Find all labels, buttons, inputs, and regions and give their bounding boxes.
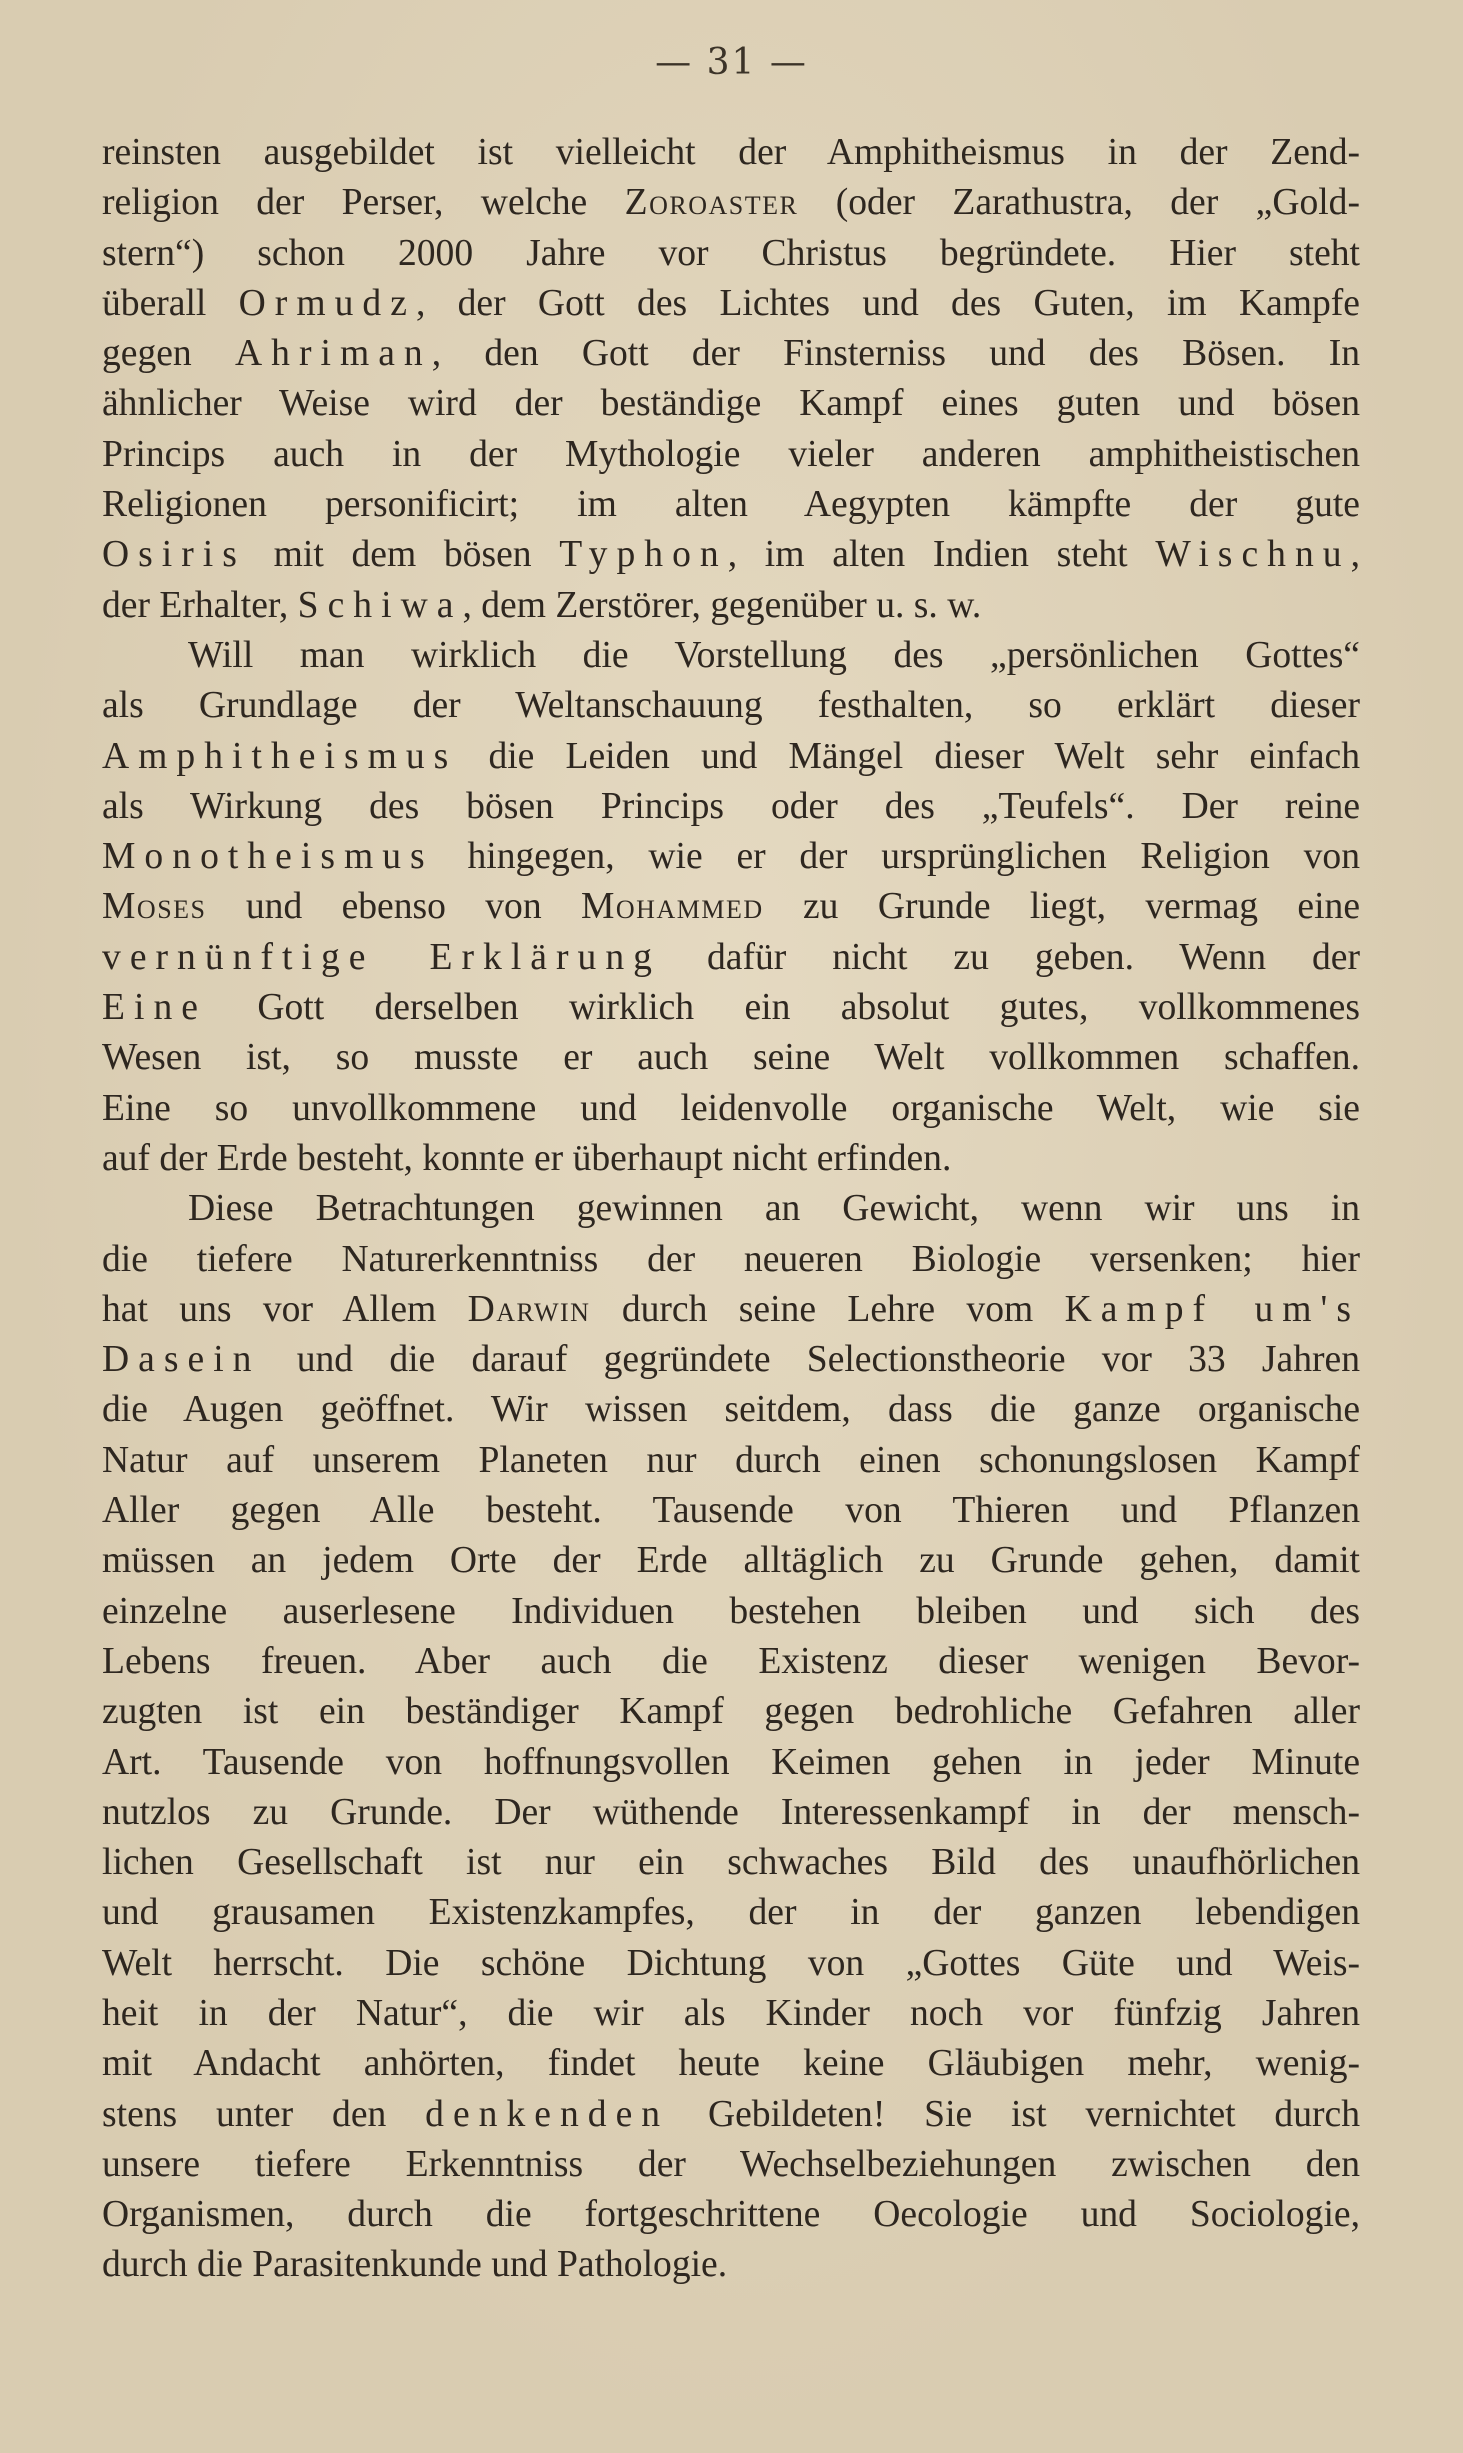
text-segment: Religionen personificirt; im alten Aegypten kämpfte der gute <box>102 484 1360 526</box>
text-line <box>102 329 1360 379</box>
text-line <box>102 2090 1360 2140</box>
text-line <box>102 732 1360 782</box>
text-segment: heit in der Natur“, die wir als Kinder noch vor fünfzig Jahren <box>102 1992 1360 2034</box>
text-line <box>102 2039 1360 2089</box>
text-line <box>102 1939 1360 1989</box>
text-segment: durch seine Lehre vom <box>590 1288 1065 1330</box>
text-segment: durch die Parasitenkunde und Pathologie. <box>102 2244 728 2286</box>
text-segment: überall <box>102 282 239 324</box>
text-segment: hingegen, wie er der ursprünglichen Religion von <box>433 836 1360 878</box>
text-segment: gegen <box>102 333 235 375</box>
text-line <box>102 2140 1360 2190</box>
text-line <box>102 933 1360 983</box>
text-line <box>102 1536 1360 1586</box>
text-line <box>102 229 1360 279</box>
text-line <box>102 1285 1360 1335</box>
text-segment: Gott derselben wirklich ein absolut gutes, vollkommenes <box>206 987 1360 1029</box>
text-line <box>102 1738 1360 1788</box>
text-line <box>102 430 1360 480</box>
text-segment: und grausamen Existenzkampfes, der in der ganzen lebendigen <box>102 1892 1360 1934</box>
text-segment: Princips auch in der Mythologie vieler anderen amphitheistischen <box>102 433 1360 475</box>
text-segment: Will man wirklich die Vorstellung des „persönlichen Gottes“ <box>188 634 1360 676</box>
text-segment: hat uns vor Allem <box>102 1288 468 1330</box>
emphasized-text: Typhon <box>559 534 728 576</box>
text-line <box>102 379 1360 429</box>
text-segment: zugten ist ein beständiger Kampf gegen bedrohliche Gefahren aller <box>102 1691 1360 1733</box>
text-segment: müssen an jedem Orte der Erde alltäglich zu Grunde gehen, damit <box>102 1540 1360 1582</box>
emphasized-text: vernünftige Erklärung <box>102 936 661 978</box>
text-line <box>102 1033 1360 1083</box>
text-line <box>102 1989 1360 2039</box>
text-segment: , <box>1350 534 1360 576</box>
text-segment: stern“) schon 2000 Jahre vor Christus begründete. Hier steht <box>102 232 1360 274</box>
text-segment: der Erhalter, <box>102 584 298 626</box>
text-segment: Eine so unvollkommene und leidenvolle organische Welt, wie sie <box>102 1087 1360 1129</box>
text-segment: stens unter den <box>102 2093 426 2135</box>
text-segment: Aller gegen Alle besteht. Tausende von Thieren und Pflanzen <box>102 1490 1360 1532</box>
emphasized-text: denkenden <box>425 2093 670 2135</box>
text-segment: und die darauf gegründete Selectionstheorie vor 33 Jahren <box>260 1339 1360 1381</box>
text-segment: die Leiden und Mängel dieser Welt sehr einfach <box>457 735 1360 777</box>
text-segment: Lebens freuen. Aber auch die Existenz dieser wenigen Bevor- <box>102 1640 1360 1682</box>
text-segment: religion der Perser, welche <box>102 182 625 224</box>
text-segment: und ebenso von <box>206 886 581 928</box>
text-line <box>102 128 1360 178</box>
text-segment: unsere tiefere Erkenntniss der Wechselbeziehungen zwischen den <box>102 2143 1360 2185</box>
text-line <box>102 1486 1360 1536</box>
text-line <box>102 1788 1360 1838</box>
text-segment: auf der Erde besteht, konnte er überhaupt nicht erfinden. <box>102 1137 952 1179</box>
text-segment: Organismen, durch die fortgeschrittene Oecologie und Sociologie, <box>102 2194 1360 2236</box>
text-segment: , im alten Indien steht <box>727 534 1156 576</box>
text-line <box>102 832 1360 882</box>
emphasized-text: Monotheismus <box>102 836 434 878</box>
text-line <box>102 1838 1360 1888</box>
text-line <box>102 1235 1360 1285</box>
emphasized-text: Schiwa <box>297 584 463 626</box>
text-line <box>102 2240 1360 2290</box>
emphasized-text: Eine <box>102 987 207 1029</box>
text-line <box>102 1587 1360 1637</box>
text-segment: Diese Betrachtungen gewinnen an Gewicht, wenn wir uns in <box>188 1188 1360 1230</box>
emphasized-text: Dasein <box>102 1339 261 1381</box>
text-segment: lichen Gesellschaft ist nur ein schwaches Bild des unaufhörlichen <box>102 1842 1360 1884</box>
text-line <box>102 1385 1360 1435</box>
text-line <box>102 581 1360 631</box>
emphasized-text: Amphitheismus <box>102 735 458 777</box>
text-segment: , dem Zerstörer, gegenüber u. s. w. <box>462 584 982 626</box>
name-small-caps: Mohammed <box>580 886 764 928</box>
text-line <box>102 1084 1360 1134</box>
text-segment: reinsten ausgebildet ist vielleicht der Amphitheismus in der Zend- <box>102 132 1360 173</box>
text-line <box>102 882 1360 932</box>
text-line <box>102 782 1360 832</box>
text-line <box>102 530 1360 580</box>
text-segment: Wesen ist, so musste er auch seine Welt vollkommen schaffen. <box>102 1037 1360 1079</box>
text-segment: Natur auf unserem Planeten nur durch einen schonungslosen Kampf <box>102 1439 1360 1481</box>
text-segment: Gebildeten! Sie ist vernichtet durch <box>669 2093 1360 2135</box>
text-segment: , der Gott des Lichtes und des Guten, im Kampfe <box>415 282 1360 324</box>
text-line <box>102 631 1360 681</box>
text-segment: Welt herrscht. Die schöne Dichtung von „Gottes Güte und Weis- <box>102 1942 1360 1984</box>
emphasized-text: Wischnu <box>1155 534 1351 576</box>
text-segment: , den Gott der Finsterniss und des Bösen. In <box>431 333 1360 375</box>
text-line <box>102 1637 1360 1687</box>
text-line <box>102 1687 1360 1737</box>
text-line <box>102 681 1360 731</box>
text-segment: (oder Zarathustra, der „Gold- <box>798 182 1360 224</box>
text-segment: einzelne auserlesene Individuen bestehen bleiben und sich des <box>102 1590 1360 1632</box>
text-line <box>102 1888 1360 1938</box>
text-segment: die tiefere Naturerkenntniss der neueren Biologie versenken; hier <box>102 1238 1360 1280</box>
name-small-caps: Zoroaster <box>624 182 799 224</box>
text-line <box>102 178 1360 228</box>
text-segment: die Augen geöffnet. Wir wissen seitdem, dass die ganze organische <box>102 1389 1360 1431</box>
text-segment: mit Andacht anhörten, findet heute keine Gläubigen mehr, wenig- <box>102 2043 1360 2085</box>
text-segment: dafür nicht zu geben. Wenn der <box>660 936 1360 978</box>
emphasized-text: Osiris <box>102 534 246 576</box>
text-segment: zu Grunde liegt, vermag eine <box>763 886 1360 928</box>
text-segment: ähnlicher Weise wird der beständige Kampf eines guten und bösen <box>102 383 1360 425</box>
name-small-caps: Darwin <box>467 1288 591 1330</box>
emphasized-text: Ahriman <box>234 333 432 375</box>
body-text <box>102 128 1360 2291</box>
text-line <box>102 1436 1360 1486</box>
name-small-caps: Moses <box>102 886 207 928</box>
text-line <box>102 2190 1360 2240</box>
text-segment: als Wirkung des bösen Princips oder des „Teufels“. Der reine <box>102 785 1360 827</box>
text-line <box>102 1335 1360 1385</box>
text-segment: nutzlos zu Grunde. Der wüthende Interessenkampf in der mensch- <box>102 1791 1360 1833</box>
text-line <box>102 1134 1360 1184</box>
text-segment: Art. Tausende von hoffnungsvollen Keimen gehen in jeder Minute <box>102 1741 1360 1783</box>
text-line <box>102 983 1360 1033</box>
emphasized-text: Ormudz <box>238 282 416 324</box>
text-line <box>102 480 1360 530</box>
emphasized-text: Kampf um's <box>1064 1288 1360 1330</box>
text-line <box>102 279 1360 329</box>
text-segment: als Grundlage der Weltanschauung festhalten, so erklärt dieser <box>102 685 1360 727</box>
text-segment: mit dem bösen <box>245 534 560 576</box>
text-line <box>102 1184 1360 1234</box>
page-number: — 31 — <box>655 42 808 83</box>
